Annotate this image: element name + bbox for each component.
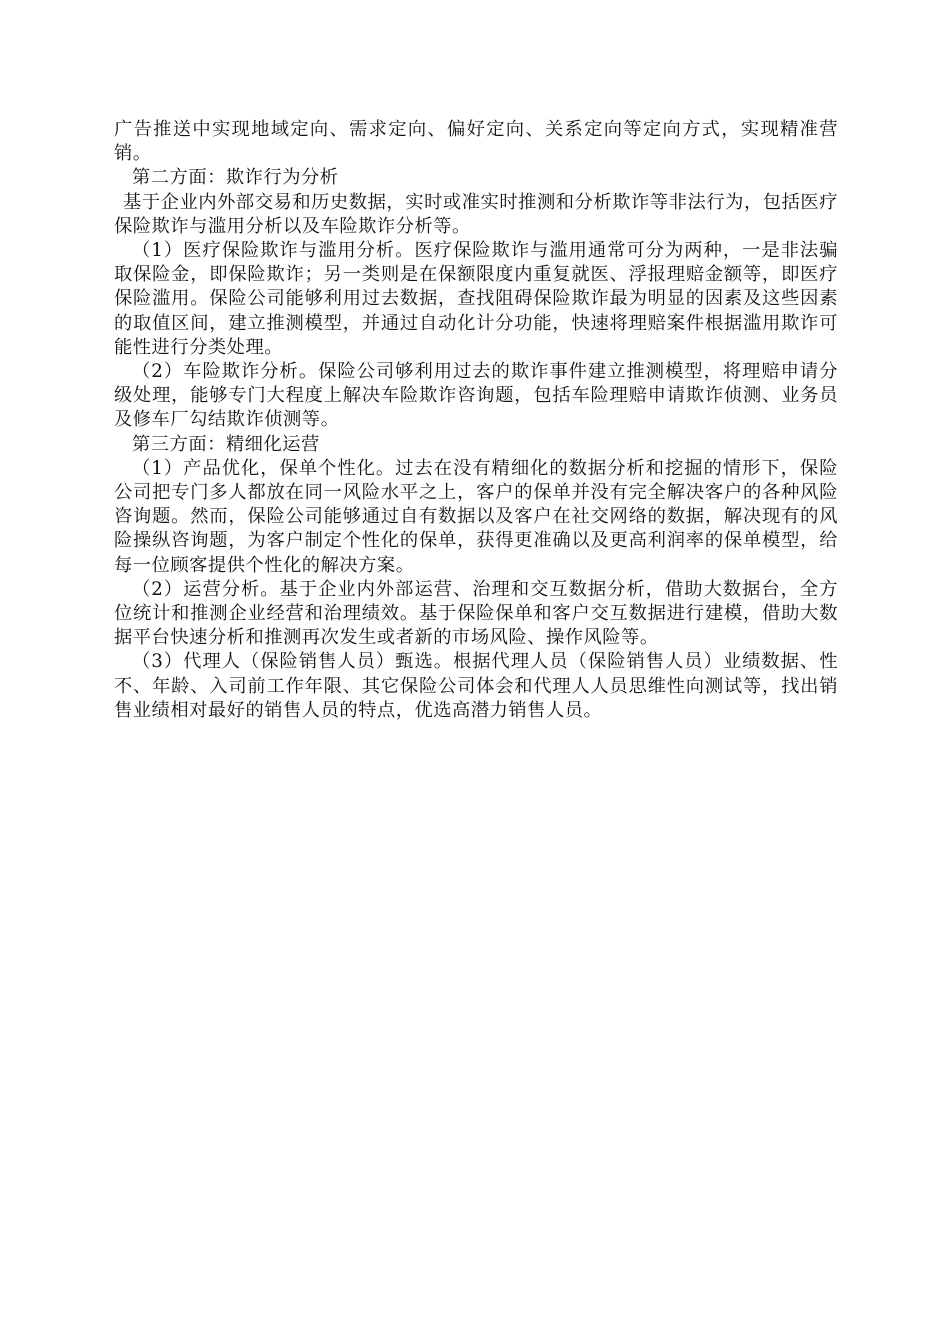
section-heading-refined-operations: 第三方面：精细化运营 [132,433,320,455]
paragraph-auto-fraud: （2）车险欺诈分析。保险公司够利用过去的欺诈事件建立推测模型，将理赔申请分级处理，能够专门大程度上解决车险欺诈咨询题，包括车险理赔申请欺诈侦测、业务员及修车厂勾结欺诈侦测等。 [114,361,838,431]
paragraph-product-optimization: （1）产品优化，保单个性化。过去在没有精细化的数据分析和挖掘的情形下，保险公司把专门多人都放在同一风险水平之上，客户的保单并没有完全解决客户的各种风险咨询题。然而，保险公司能够通过自有数据以及客户在社交网络的数据，解决现有的风险操纵咨询题，为客户制定个性化的保单，获得更准确以及更高利润率的保单模型，给每一位顾客提供个性化的解决方案。 [114,457,838,576]
paragraph-agent-selection: （3）代理人（保险销售人员）甄选。根据代理人员（保险销售人员）业绩数据、性不、年龄、入司前工作年限、其它保险公司体会和代理人人员思维性向测试等，找出销售业绩相对最好的销售人员的特点，优选高潜力销售人员。 [114,651,838,721]
paragraph-fraud-intro: 基于企业内外部交易和历史数据，实时或准实时推测和分析欺诈等非法行为，包括医疗保险欺诈与滥用分析以及车险欺诈分析等。 [114,191,838,237]
paragraph-operations-analysis: （2）运营分析。基于企业内外部运营、治理和交互数据分析，借助大数据台，全方位统计和推测企业经营和治理绩效。基于保险保单和客户交互数据进行建模，借助大数据平台快速分析和推测再次发生或者新的市场风险、操作风险等。 [114,578,838,649]
paragraph-targeted-marketing: 广告推送中实现地域定向、需求定向、偏好定向、关系定向等定向方式，实现精准营销。 [114,119,838,165]
document-page [114,118,838,723]
paragraph-medical-fraud: （1）医疗保险欺诈与滥用分析。医疗保险欺诈与滥用通常可分为两种，一是非法骗取保险金，即保险欺诈；另一类则是在保额限度内重复就医、浮报理赔金额等，即医疗保险滥用。保险公司能够利用过去数据，查找阻碍保险欺诈最为明显的因素及这些因素的取值区间，建立推测模型，并通过自动化计分功能，快速将理赔案件根据滥用欺诈可能性进行分类处理。 [114,240,838,358]
section-heading-fraud-analysis: 第二方面：欺诈行为分析 [132,167,339,189]
